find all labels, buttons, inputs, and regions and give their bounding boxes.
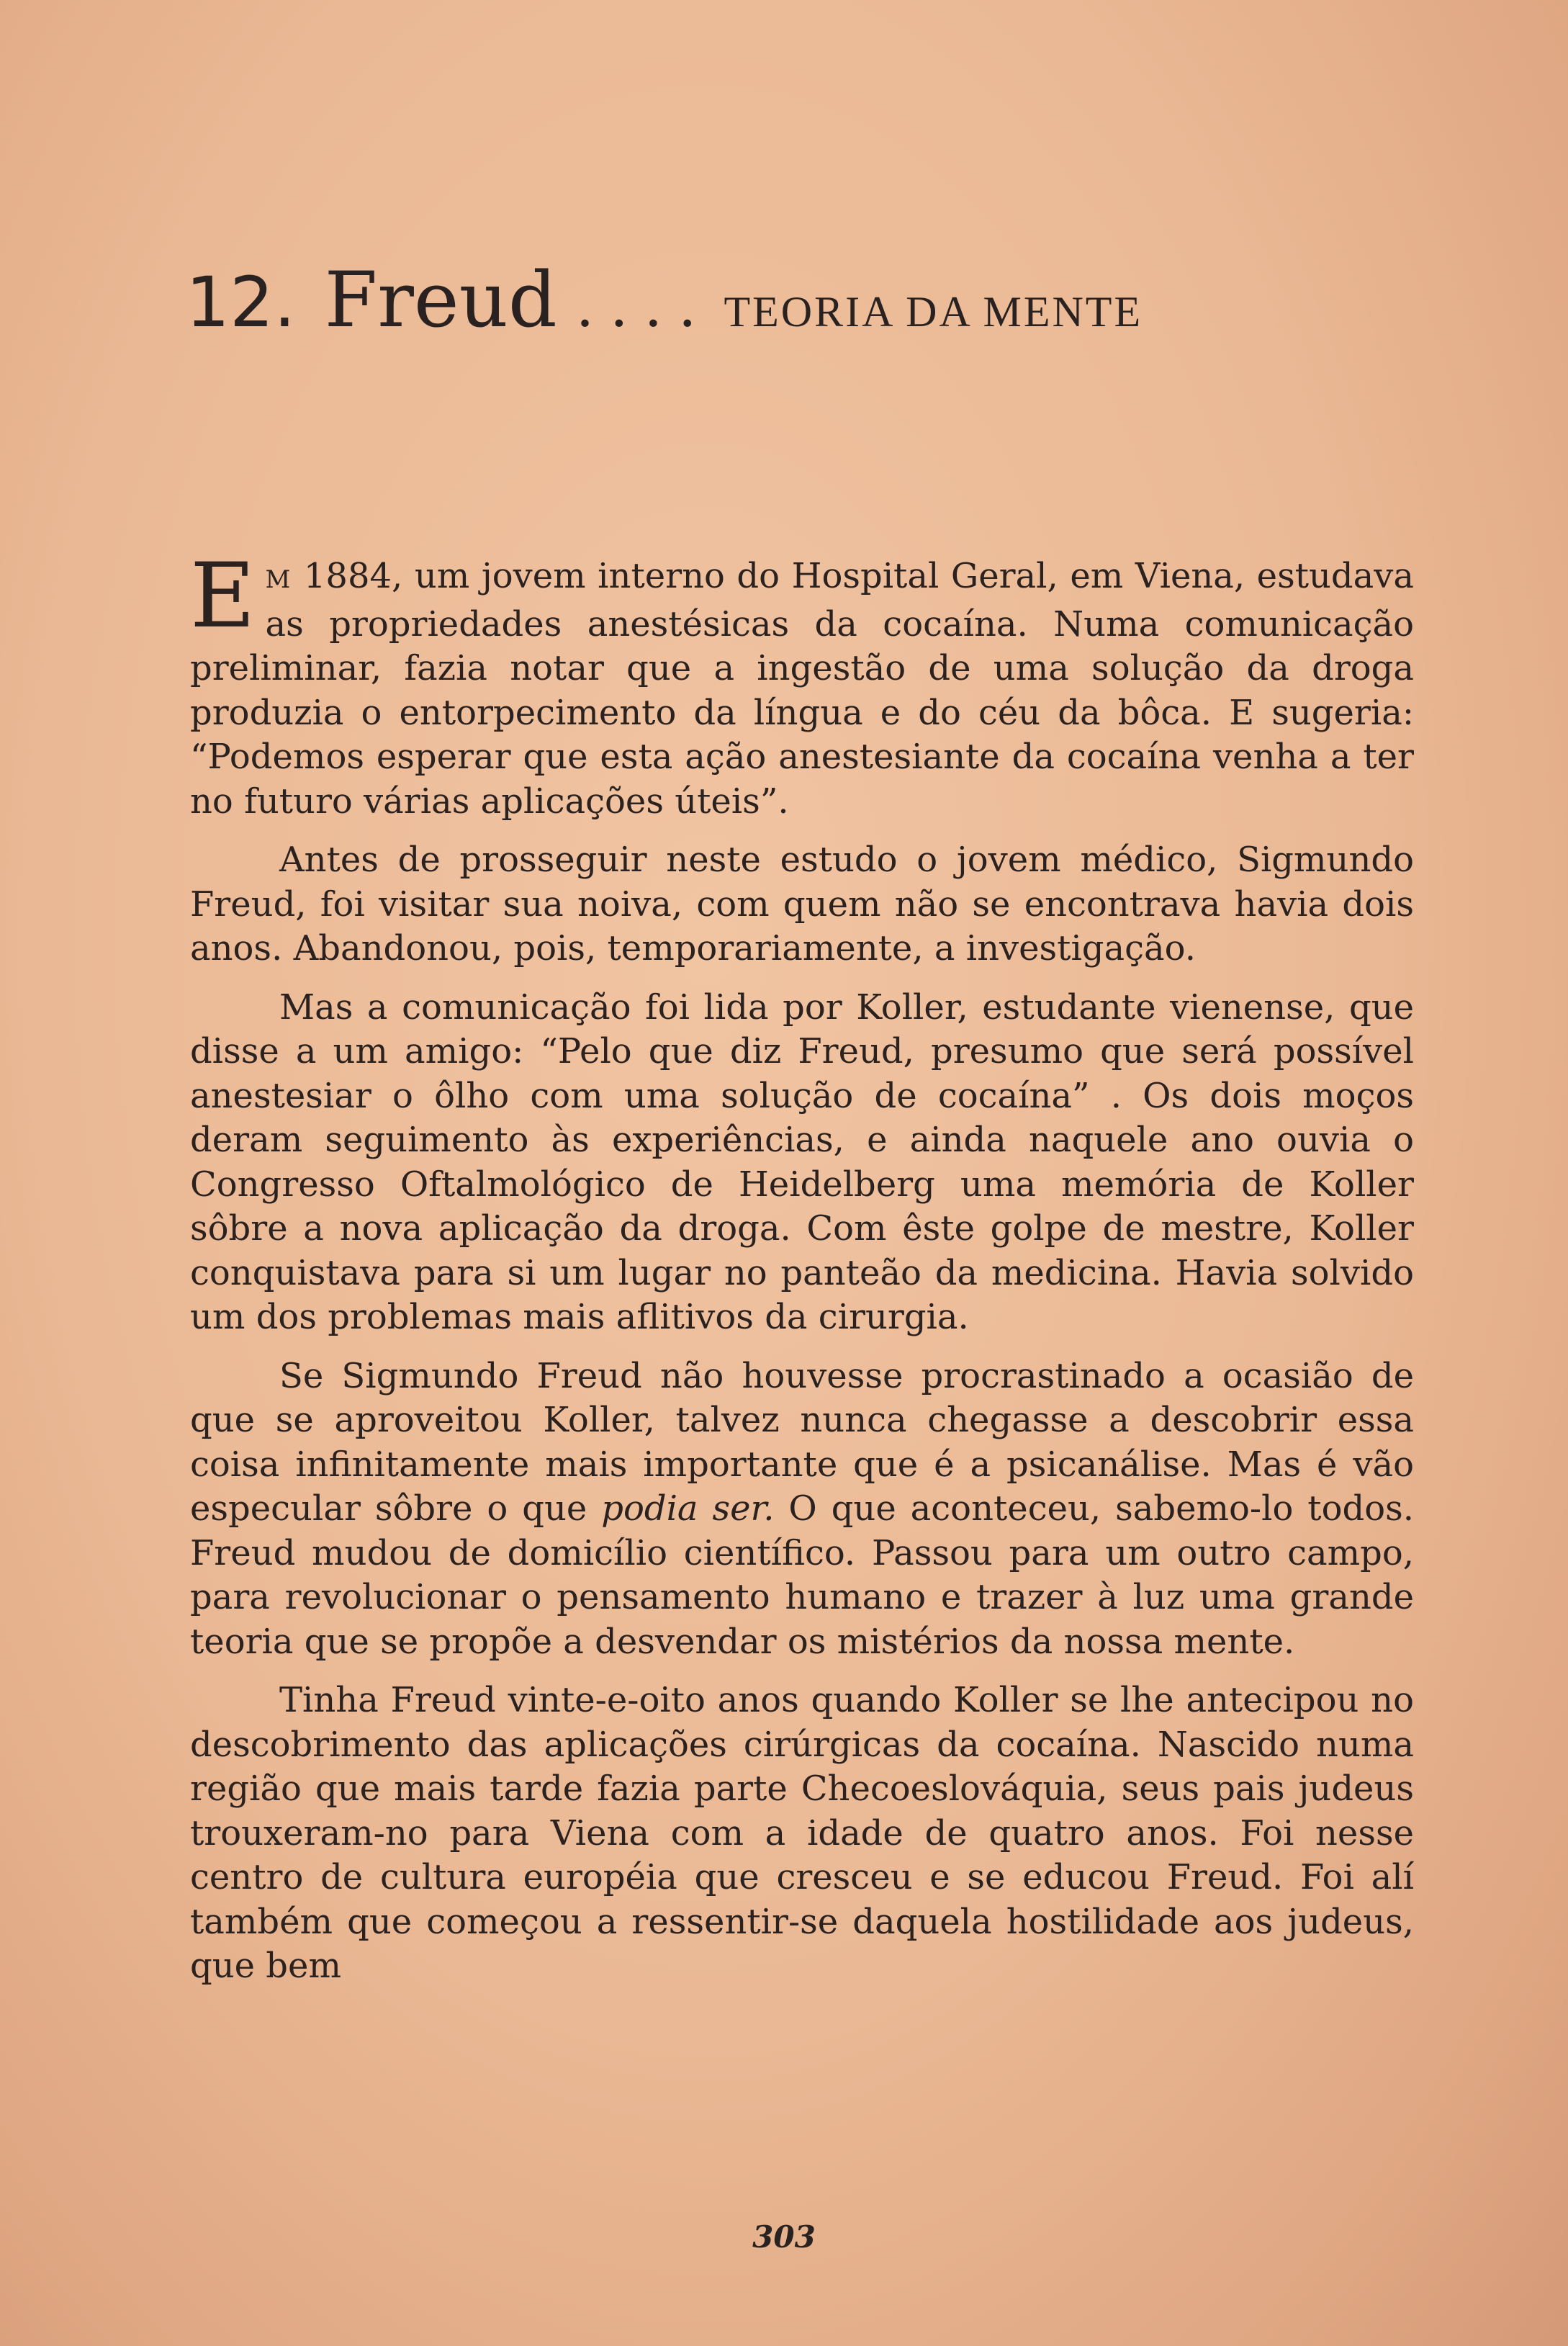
page-number: 303 xyxy=(752,2219,816,2255)
paragraph-5: Tinha Freud vinte-e-oito anos quando Koller se lhe antecipou no descobrimento das aplicações cirúrgicas da cocaína. Nascido numa região que mais tarde fazia parte Checoeslováquia, seus pais judeus trouxeram-no para Viena com a idade de quatro anos. Foi nesse centro de cultura européia que cresceu e se educou Freud. Foi alí também que começou a ressentir-se daquela hostilidade aos judeus, que bem xyxy=(190,1680,1414,1986)
paragraph-1-text: 1884, um jovem interno do Hospital Geral, em Viena, estudava as propriedades anestésicas da cocaína. Numa comunicação preliminar, fazia notar que a ingestão de uma solução da droga produzia o entorpecimento da língua e do céu da bôca. E sugeria: “Podemos esperar que esta ação anestesiante da cocaína venha a ter no futuro várias aplicações úteis”. xyxy=(190,556,1414,822)
paragraph-3: Mas a comunicação foi lida por Koller, estudante vienense, que disse a um amigo: “Pelo que diz Freud, presumo que será possível anestesiar o ôlho com uma solução de cocaína” . Os dois moços deram seguimento às experiências, e ainda naquele ano ouvia o Congresso Oftalmológico de Heidelberg uma memória de Koller sôbre a nova aplicação da droga. Com êste golpe de mestre, Koller conquistava para si um lugar no panteão da medicina. Havia solvido um dos problemas mais aflitivos da cirurgia. xyxy=(190,987,1414,1337)
chapter-heading xyxy=(186,256,1410,344)
chapter-number: 12. xyxy=(186,262,296,343)
paragraph-4-text-a: Se Sigmundo Freud não houvesse procrastinado a ocasião de que se aproveitou Koller, talvez nunca chegasse a descobrir essa coisa infinitamente mais importante que é a psicanálise. Mas é vão especular sôbre o que xyxy=(190,1355,1414,1529)
paragraph-4-text-b: O que aconteceu, sabemo-lo todos. Freud mudou de domicílio científico. Passou para um outro campo, para revolucionar o pensamento humano e trazer à luz uma grande teoria que se propõe a desvendar os mistérios da nossa mente. xyxy=(190,1488,1415,1662)
body-text xyxy=(190,544,1415,2003)
drop-cap: E xyxy=(190,544,256,648)
chapter-subtitle: TEORIA DA MENTE xyxy=(724,288,1143,336)
small-cap-letter: M xyxy=(265,565,292,594)
paragraph-4-italic: podia ser. xyxy=(601,1488,775,1529)
paragraph-1 xyxy=(190,544,1414,824)
chapter-name: Freud xyxy=(324,256,557,344)
paragraph-2: Antes de prosseguir neste estudo o jovem médico, Sigmundo Freud, foi visitar sua noiva, com quem não se encontrava havia dois anos. Abandonou, pois, temporariamente, a investigação. xyxy=(190,840,1414,968)
chapter-leader-dots: .... xyxy=(575,273,713,340)
paragraph-4 xyxy=(190,1354,1414,1665)
